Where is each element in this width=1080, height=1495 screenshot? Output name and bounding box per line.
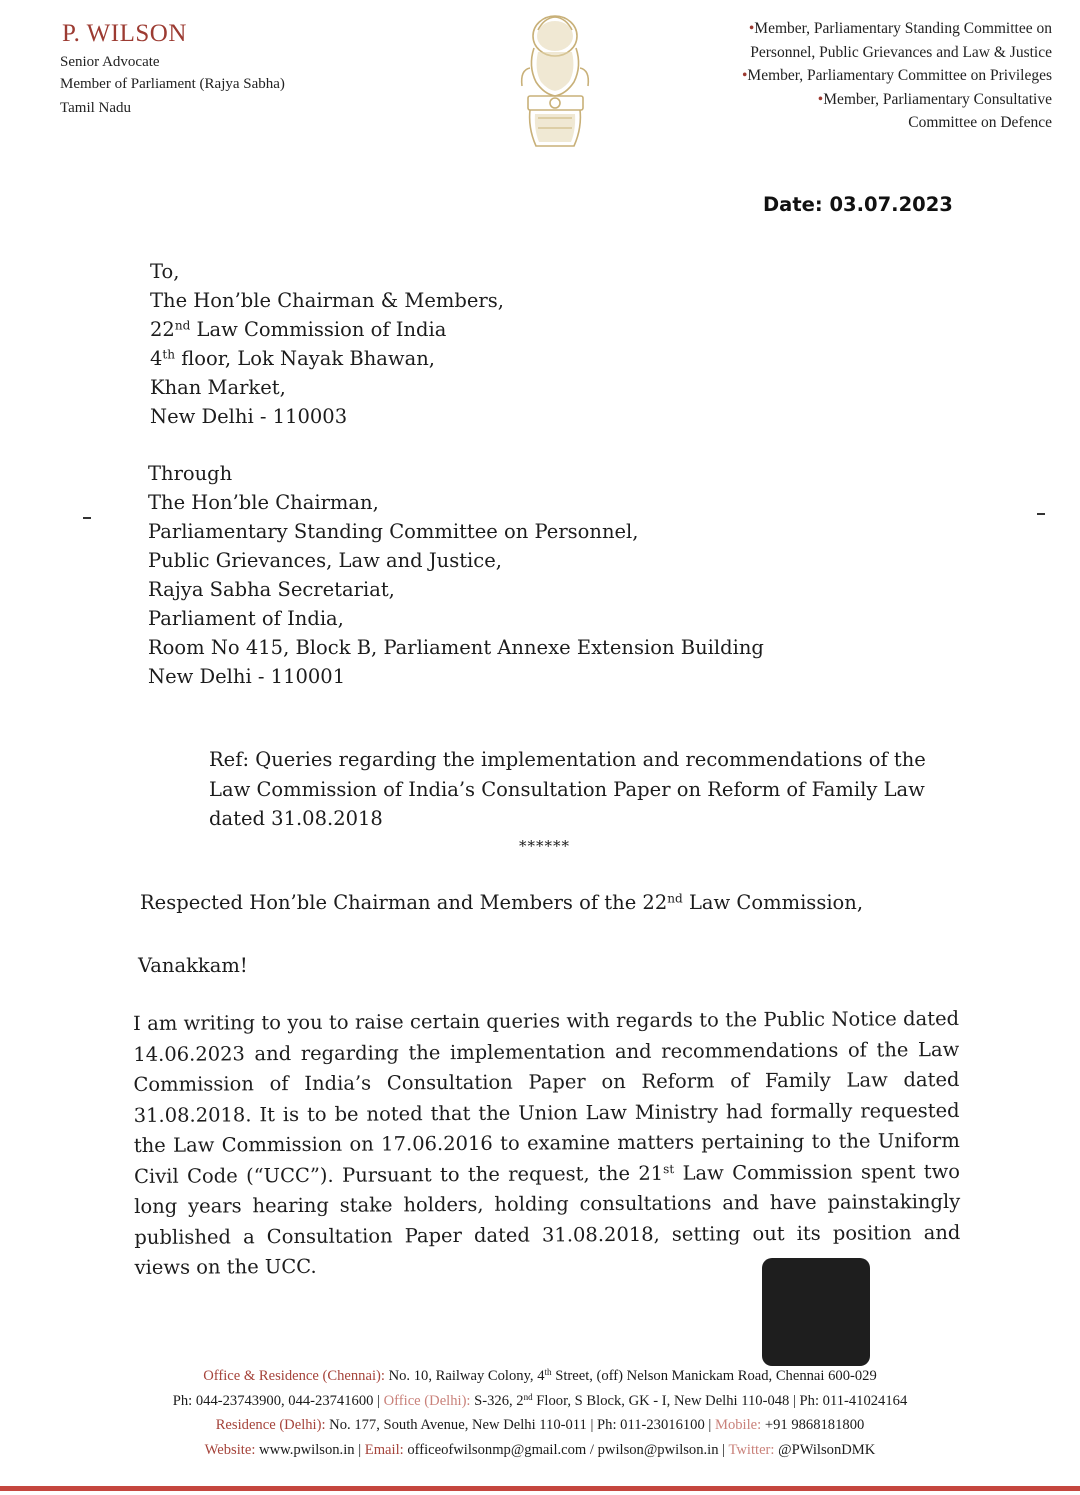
- footer-line: Website: www.pwilson.in | Email: officeofwilsonmp@gmail.com / pwilson@pwilson.in | Twitter: @PWilsonDMK: [204, 1441, 876, 1458]
- committee-item: Committee on Defence: [908, 114, 1052, 131]
- address-line: Public Grievances, Law and Justice,: [148, 549, 502, 572]
- vanakkam: Vanakkam!: [138, 954, 248, 977]
- punch-mark: [83, 517, 91, 519]
- address-line: To,: [150, 260, 180, 283]
- letterhead-name: P. WILSON: [62, 20, 187, 47]
- committee-item: •Member, Parliamentary Committee on Privileges: [741, 67, 1052, 84]
- separator: ******: [519, 837, 570, 855]
- address-line: The Hon’ble Chairman & Members,: [150, 289, 504, 312]
- ref-line: dated 31.08.2018: [209, 807, 383, 830]
- address-line: Through: [148, 462, 233, 485]
- recipient-address: [150, 257, 504, 431]
- footer-bar: [0, 1486, 1080, 1491]
- committee-list: [632, 17, 1052, 135]
- address-line: New Delhi - 110003: [150, 405, 348, 428]
- committee-item: •Member, Parliamentary Standing Committee on: [748, 20, 1052, 37]
- address-line: Parliamentary Standing Committee on Personnel,: [148, 520, 639, 543]
- letterhead-title: Senior Advocate: [60, 54, 160, 70]
- reference-block: [209, 745, 969, 834]
- footer-line: Residence (Delhi): No. 177, South Avenue, New Delhi 110-011 | Ph: 011-23016100 | Mobile: +91 9868181800: [215, 1417, 865, 1433]
- footer-line: Office & Residence (Chennai): No. 10, Railway Colony, 4th Street, (off) Nelson Manickam Road, Chennai 600-029: [203, 1367, 877, 1384]
- letterhead-position: Member of Parliament (Rajya Sabha): [60, 76, 285, 92]
- footer-line: Ph: 044-23743900, 044-23741600 | Office (Delhi): S-326, 2nd Floor, S Block, GK - I, New Delhi 110-048 | Ph: 011-41024164: [172, 1391, 908, 1409]
- address-line: Room No 415, Block B, Parliament Annexe Extension Building: [148, 636, 764, 659]
- address-line: Parliament of India,: [148, 607, 344, 630]
- committee-item: Personnel, Public Grievances and Law & Justice: [750, 43, 1052, 61]
- committee-item: •Member, Parliamentary Consultative: [817, 90, 1052, 108]
- address-line: The Hon’ble Chairman,: [148, 491, 379, 514]
- address-line: New Delhi - 110001: [148, 665, 346, 688]
- address-line: Rajya Sabha Secretariat,: [148, 578, 395, 601]
- letter-date: Date: 03.07.2023: [763, 193, 953, 216]
- address-line: 4th floor, Lok Nayak Bhawan,: [150, 347, 435, 370]
- footer-contact: [0, 1364, 1080, 1462]
- address-line: 22nd Law Commission of India: [150, 318, 447, 341]
- letterhead-state: Tamil Nadu: [60, 100, 132, 116]
- through-address: [148, 459, 764, 691]
- national-emblem-icon: [508, 8, 603, 158]
- body-paragraph: I am writing to you to raise certain queries with regards to the Public Notice dated 14.06.2023 and regarding the implementation and recommendations of the Law Commission of India’s Consultation Paper on Reform of Family Law dated 31.08.2018. It is to be noted that the Union Law Ministry had formally requested the Law Commission on 17.06.2016 to examine matters pertaining to the Uniform Civil Code (“UCC”). Pursuant to the request, the 21st Law Commission spent two long years hearing stake holders, holding consultations and have painstakingly published a Consultation Paper dated 31.08.2018, setting out its position and views on the UCC.: [133, 1006, 961, 1279]
- ref-line: Law Commission of India’s Consultation Paper on Reform of Family Law: [209, 777, 925, 801]
- salutation: Respected Hon’ble Chairman and Members of the 22nd Law Commission,: [140, 891, 864, 914]
- redaction-box: [762, 1258, 870, 1366]
- ref-line: Ref: Queries regarding the implementation and recommendations of the: [209, 748, 926, 771]
- address-line: Khan Market,: [150, 376, 286, 399]
- punch-mark: [1037, 513, 1045, 515]
